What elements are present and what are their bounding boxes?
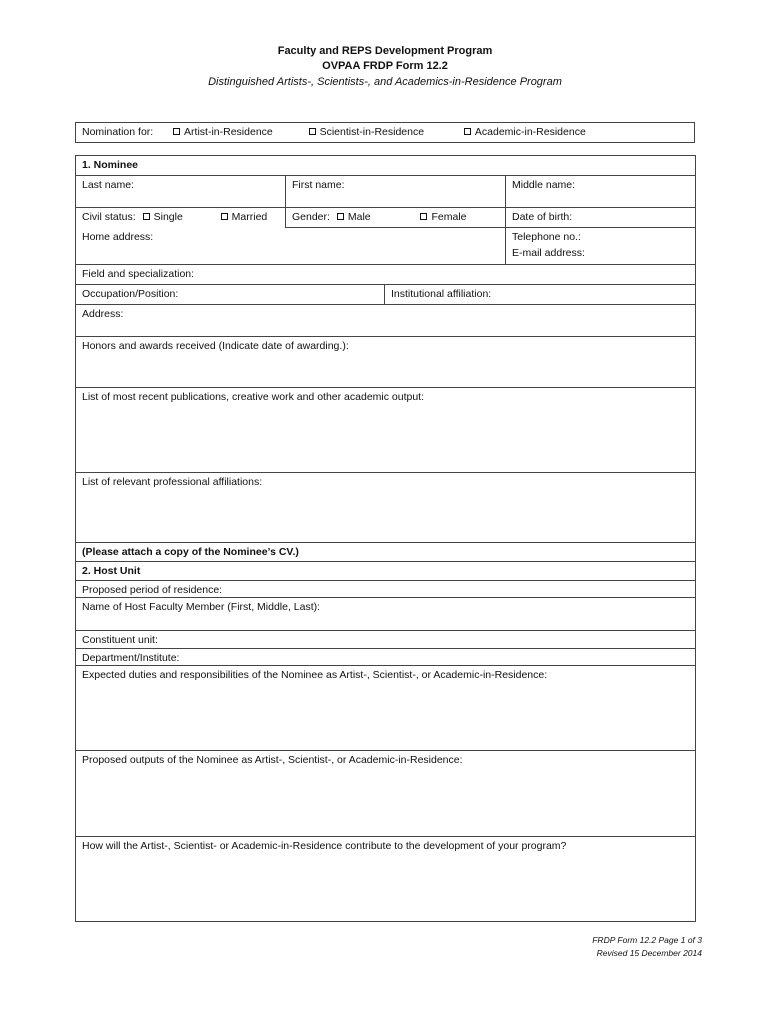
publications-field[interactable]: List of most recent publications, creative work and other academic output: <box>76 387 696 472</box>
artist-option-label: Artist-in-Residence <box>184 126 273 138</box>
female-checkbox[interactable] <box>420 213 427 220</box>
email-field[interactable]: E-mail address: <box>512 246 585 259</box>
last-name-field[interactable]: Last name: <box>76 176 286 208</box>
page-footer <box>592 934 702 960</box>
scientist-option-label: Scientist-in-Residence <box>319 126 425 138</box>
middle-name-field[interactable]: Middle name: <box>506 176 696 208</box>
male-label: Male <box>347 211 371 223</box>
civil-status-label: Civil status: <box>82 211 136 223</box>
date-of-birth-field[interactable]: Date of birth: <box>506 208 696 228</box>
gender-label: Gender: <box>292 211 330 223</box>
nomination-row <box>76 123 695 143</box>
section-host-unit-title: 2. Host Unit <box>76 561 696 580</box>
nomination-table <box>75 122 695 143</box>
occupation-field[interactable]: Occupation/Position: <box>76 284 385 304</box>
program-subtitle: Distinguished Artists-, Scientists-, and Academics-in-Residence Program <box>208 76 562 88</box>
home-address-field[interactable]: Home address: <box>76 227 506 264</box>
married-label: Married <box>231 211 268 223</box>
form-header <box>0 44 770 90</box>
outputs-field[interactable]: Proposed outputs of the Nominee as Artist-, Scientist-, or Academic-in-Residence: <box>76 750 696 836</box>
residence-period-field[interactable]: Proposed period of residence: <box>76 580 696 597</box>
single-checkbox[interactable] <box>143 213 150 220</box>
married-checkbox[interactable] <box>221 213 228 220</box>
gender-cell <box>286 208 506 228</box>
telephone-field[interactable]: Telephone no.: <box>512 230 581 243</box>
host-faculty-field[interactable]: Name of Host Faculty Member (First, Middle, Last): <box>76 597 696 630</box>
duties-field[interactable]: Expected duties and responsibilities of the Nominee as Artist-, Scientist-, or Academic-in-Residence: <box>76 665 696 750</box>
nomination-label: Nomination for: <box>82 126 154 138</box>
institution-address-field[interactable]: Address: <box>76 304 696 336</box>
civil-status-cell <box>76 208 286 228</box>
male-checkbox[interactable] <box>337 213 344 220</box>
footer-revision-date: Revised 15 December 2014 <box>596 948 702 958</box>
department-field[interactable]: Department/Institute: <box>76 648 696 665</box>
contact-cell <box>506 227 696 264</box>
field-specialization-field[interactable]: Field and specialization: <box>76 264 696 284</box>
first-name-field[interactable]: First name: <box>286 176 506 208</box>
honors-field[interactable]: Honors and awards received (Indicate date of awarding.): <box>76 336 696 387</box>
footer-page-number: FRDP Form 12.2 Page 1 of 3 <box>592 935 702 945</box>
cv-note: (Please attach a copy of the Nominee’s CV.) <box>76 542 696 561</box>
academic-option-label: Academic-in-Residence <box>474 126 586 138</box>
single-label: Single <box>153 211 183 223</box>
scientist-checkbox[interactable] <box>309 128 316 135</box>
program-title: Faculty and REPS Development Program <box>277 45 493 57</box>
section-nominee-title: 1. Nominee <box>76 156 696 176</box>
affiliations-field[interactable]: List of relevant professional affiliations: <box>76 472 696 542</box>
form-number: OVPAA FRDP Form 12.2 <box>322 60 448 72</box>
academic-checkbox[interactable] <box>464 128 471 135</box>
contribution-field[interactable]: How will the Artist-, Scientist- or Academic-in-Residence contribute to the development of your program? <box>76 836 696 921</box>
female-label: Female <box>431 211 467 223</box>
institution-field[interactable]: Institutional affiliation: <box>385 284 696 304</box>
nomination-form-table <box>75 155 696 922</box>
constituent-unit-field[interactable]: Constituent unit: <box>76 630 696 648</box>
artist-checkbox[interactable] <box>173 128 180 135</box>
